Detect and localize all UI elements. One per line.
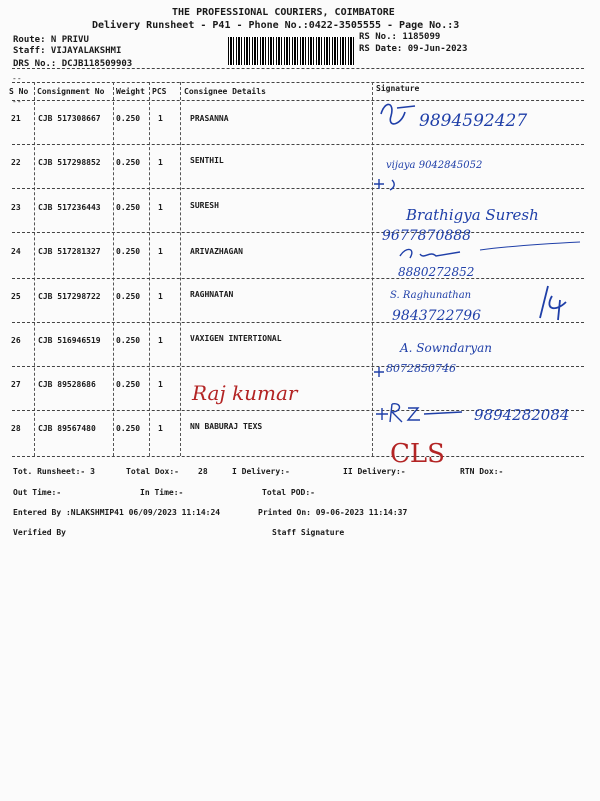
- row-sno: 21: [11, 114, 21, 123]
- staff-label: Staff: VIJAYALAKSHMI: [13, 46, 122, 56]
- sig-26-name: A. Sowndaryan: [400, 341, 492, 355]
- row-consignee: SENTHIL: [190, 156, 224, 165]
- runsheet-subtitle: Delivery Runsheet - P41 - Phone No.:0422-3505555 - Page No.:3: [92, 20, 460, 31]
- col-consignee: Consignee Details: [184, 87, 266, 96]
- total-dox-label: Total Dox:-: [126, 467, 179, 476]
- row-pcs: 1: [158, 336, 163, 345]
- entered-by: Entered By :NLAKSHMIP41 06/09/2023 11:14:24: [13, 508, 221, 517]
- row-consignment: CJB 89528686: [38, 380, 96, 389]
- sig-25-name: S. Raghunathan: [390, 290, 472, 301]
- row-consignment: CJB 517281327: [38, 247, 101, 256]
- row-consignment: CJB 516946519: [38, 336, 101, 345]
- row-consignment: CJB 517298852: [38, 158, 101, 167]
- header-rule-2: [12, 82, 584, 83]
- in-time: In Time:-: [140, 488, 184, 497]
- row-consignee: ARIVAZHAGAN: [190, 247, 243, 256]
- row-weight: 0.250: [116, 247, 141, 256]
- ii-delivery: II Delivery:-: [343, 467, 406, 476]
- printed-on: Printed On: 09-06-2023 11:14:37: [258, 508, 408, 517]
- row-pcs: 1: [158, 158, 163, 167]
- sig-28-phone: 9894282084: [474, 406, 570, 424]
- col-divider: [180, 82, 181, 456]
- row-sno: 24: [11, 247, 21, 256]
- out-time: Out Time:-: [13, 488, 62, 497]
- signature-26: [372, 334, 572, 378]
- signature-27: [188, 378, 338, 408]
- route-label: Route: N PRIVU: [13, 35, 89, 45]
- signature-28: [372, 398, 592, 468]
- row-consignment: CJB 89567480: [38, 424, 96, 433]
- row-sno: 25: [11, 292, 21, 301]
- row-consignment: CJB 517298722: [38, 292, 101, 301]
- row-weight: 0.250: [116, 114, 141, 123]
- i-delivery: I Delivery:-: [232, 467, 290, 476]
- col-divider: [149, 82, 150, 456]
- sig-24-phone: 8880272852: [398, 265, 475, 279]
- company-title: THE PROFESSIONAL COURIERS, COIMBATORE: [172, 7, 395, 18]
- row-weight: 0.250: [116, 380, 141, 389]
- signature-22: [372, 150, 572, 194]
- verified-by: Verified By: [13, 528, 66, 537]
- sig-22-text: vijaya 9042845052: [386, 160, 483, 171]
- signature-21: [375, 96, 575, 136]
- col-divider: [34, 82, 35, 456]
- row-consignment: CJB 517308667: [38, 114, 101, 123]
- barcode: [228, 37, 354, 65]
- signature-25: [380, 282, 580, 326]
- tot-runsheet: Tot. Runsheet:- 3: [13, 467, 95, 476]
- dash-marker-2: --: [12, 97, 22, 106]
- row-weight: 0.250: [116, 424, 141, 433]
- sig-21-phone: 9894592427: [419, 111, 528, 131]
- sig-26-phone: 8072850746: [386, 362, 456, 375]
- row-pcs: 1: [158, 114, 163, 123]
- sig-23-phone: 9677870888: [382, 228, 472, 244]
- col-pcs: PCS: [152, 87, 167, 96]
- row-weight: 0.250: [116, 336, 141, 345]
- row-consignee: RAGHNATAN: [190, 290, 234, 299]
- row-sno: 23: [11, 203, 21, 212]
- row-sno: 26: [11, 336, 21, 345]
- sig-25-phone: 9843722796: [392, 308, 482, 324]
- header-rule: [12, 68, 584, 69]
- row-consignee: SURESH: [190, 201, 219, 210]
- sig-27-name: Raj kumar: [192, 381, 298, 405]
- row-pcs: 1: [158, 292, 163, 301]
- sig-28-mark: CLS: [390, 439, 445, 469]
- row-sno: 27: [11, 380, 21, 389]
- col-sno: S No: [9, 87, 29, 96]
- row-pcs: 1: [158, 424, 163, 433]
- row-pcs: 1: [158, 247, 163, 256]
- col-divider: [113, 82, 114, 456]
- row-sno: 22: [11, 158, 21, 167]
- drs-number: DRS No.: DCJB118509903: [13, 59, 133, 69]
- total-pod: Total POD:-: [262, 488, 315, 497]
- rs-number: RS No.: 1185099: [359, 32, 441, 42]
- row-weight: 0.250: [116, 203, 141, 212]
- col-weight: Weight: [116, 87, 145, 96]
- row-consignee: NN BABURAJ TEXS: [190, 422, 263, 431]
- row-rule: [12, 144, 584, 145]
- row-sno: 28: [11, 424, 21, 433]
- rtn-dox: RTN Dox:-: [460, 467, 504, 476]
- rs-date: RS Date: 09-Jun-2023: [359, 44, 468, 54]
- col-consignment: Consignment No: [37, 87, 105, 96]
- signature-24: [380, 240, 580, 280]
- row-consignment: CJB 517236443: [38, 203, 101, 212]
- sig-23-name: Brathigya Suresh: [406, 206, 539, 224]
- row-consignee: PRASANNA: [190, 114, 229, 123]
- row-weight: 0.250: [116, 292, 141, 301]
- row-consignee: VAXIGEN INTERTIONAL: [190, 334, 282, 343]
- row-pcs: 1: [158, 380, 163, 389]
- total-dox-value: 28: [198, 467, 208, 476]
- dash-marker: --: [12, 74, 22, 83]
- staff-signature: Staff Signature: [272, 528, 345, 537]
- row-pcs: 1: [158, 203, 163, 212]
- row-weight: 0.250: [116, 158, 141, 167]
- col-signature: Signature: [376, 84, 420, 93]
